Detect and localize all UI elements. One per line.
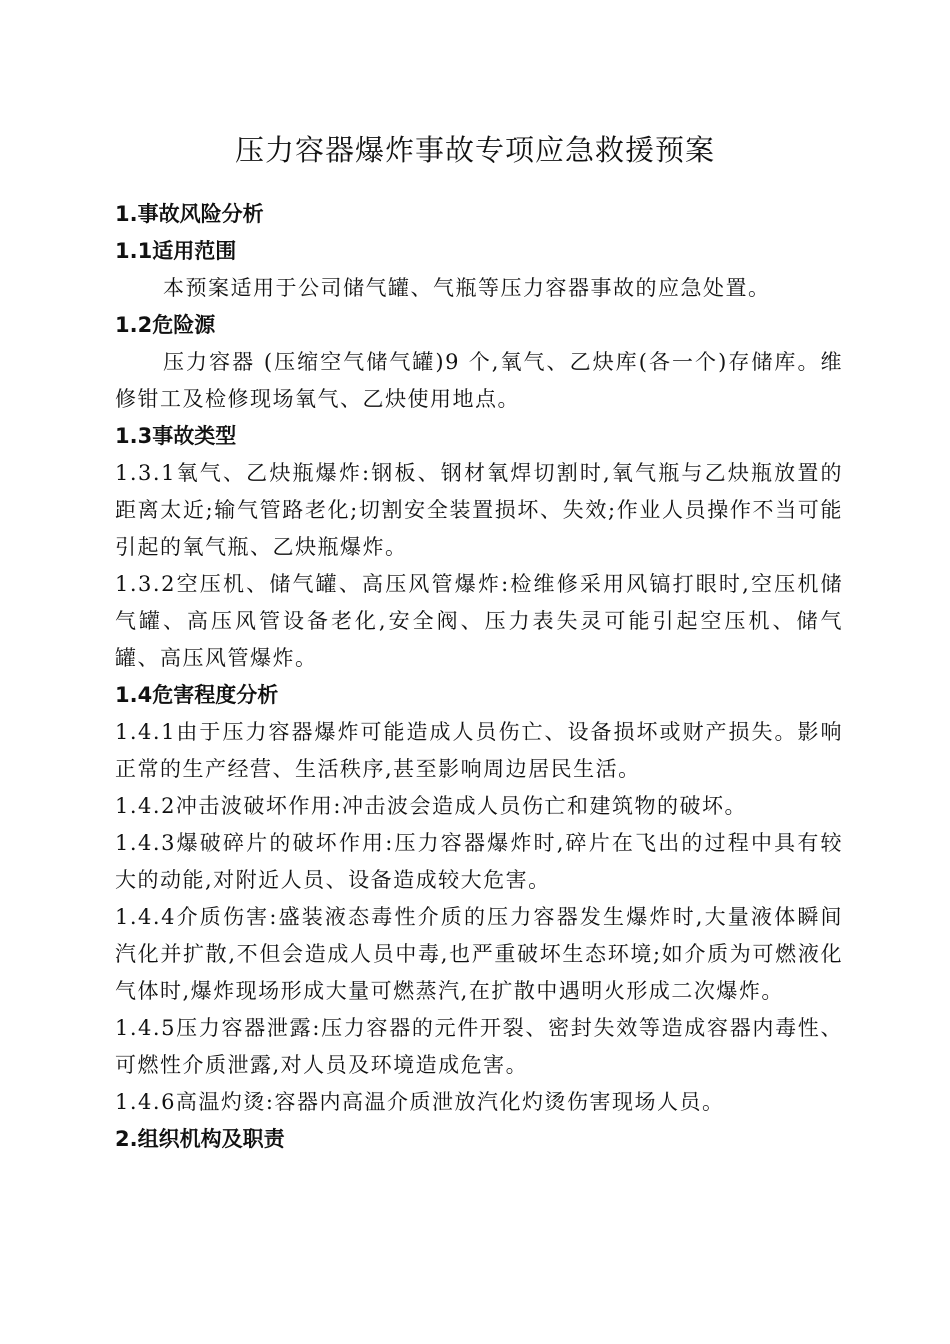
heading-2: 2.组织机构及职责 <box>115 1127 285 1151</box>
heading-1-4: 1.4危害程度分析 <box>115 683 279 707</box>
heading-1: 1.事故风险分析 <box>115 202 264 226</box>
paragraph-1-4-2: 1.4.2冲击波破坏作用:冲击波会造成人员伤亡和建筑物的破坏。 <box>115 794 748 818</box>
heading-1-2: 1.2危险源 <box>115 313 216 337</box>
document-body <box>115 196 843 1158</box>
paragraph-1-4-6: 1.4.6高温灼烫:容器内高温介质泄放汽化灼烫伤害现场人员。 <box>115 1090 725 1114</box>
paragraph-1-4-1: 1.4.1由于压力容器爆炸可能造成人员伤亡、设备损坏或财产损失。影响正常的生产经营、生活秩序,甚至影响周边居民生活。 <box>115 720 843 781</box>
paragraph-1-3-2: 1.3.2空压机、储气罐、高压风管爆炸:检维修采用风镐打眼时,空压机储气罐、高压风管设备老化,安全阀、压力表失灵可能引起空压机、储气罐、高压风管爆炸。 <box>115 572 843 670</box>
paragraph-1-4-5: 1.4.5压力容器泄露:压力容器的元件开裂、密封失效等造成容器内毒性、可燃性介质泄露,对人员及环境造成危害。 <box>115 1016 843 1077</box>
document-title: 压力容器爆炸事故专项应急救援预案 <box>234 133 715 167</box>
paragraph-1-3-1: 1.3.1氧气、乙炔瓶爆炸:钢板、钢材氧焊切割时,氧气瓶与乙炔瓶放置的距离太近;输气管路老化;切割安全装置损坏、失效;作业人员操作不当可能引起的氧气瓶、乙炔瓶爆炸。 <box>115 461 843 559</box>
heading-1-3: 1.3事故类型 <box>115 424 237 448</box>
heading-1-1: 1.1适用范围 <box>115 239 237 263</box>
paragraph-1-1: 本预案适用于公司储气罐、气瓶等压力容器事故的应急处置。 <box>163 276 771 300</box>
paragraph-1-4-4: 1.4.4介质伤害:盛装液态毒性介质的压力容器发生爆炸时,大量液体瞬间汽化并扩散,不但会造成人员中毒,也严重破坏生态环境;如介质为可燃液化气体时,爆炸现场形成大量可燃蒸汽,在扩散中遇明火形成二次爆炸。 <box>115 905 843 1003</box>
paragraph-1-2: 压力容器 (压缩空气储气罐)9 个,氧气、乙炔库(各一个)存储库。维修钳工及检修现场氧气、乙炔使用地点。 <box>115 350 843 411</box>
paragraph-1-4-3: 1.4.3爆破碎片的破坏作用:压力容器爆炸时,碎片在飞出的过程中具有较大的动能,对附近人员、设备造成较大危害。 <box>115 831 843 892</box>
